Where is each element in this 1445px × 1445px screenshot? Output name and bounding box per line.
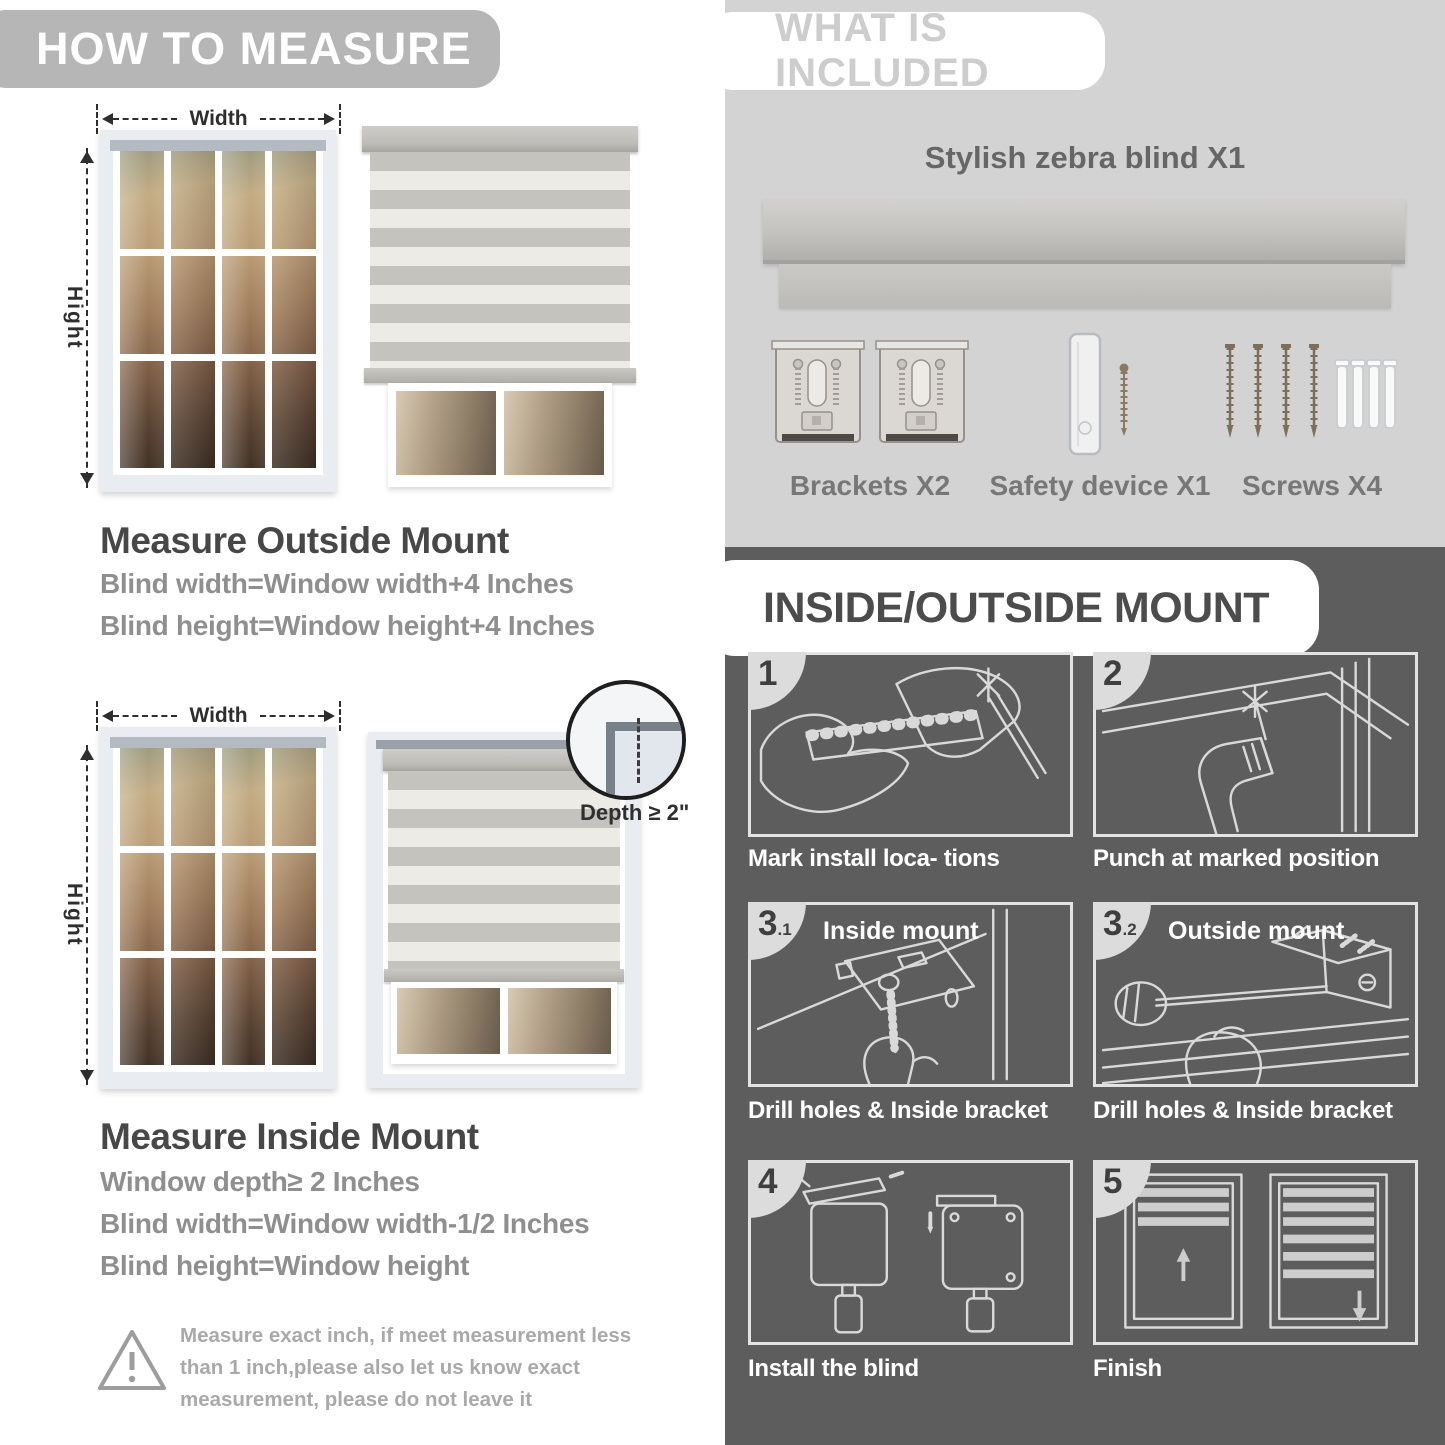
finish-illustration <box>1096 1163 1415 1342</box>
screws-icon <box>1218 338 1398 452</box>
width-arrow-dash <box>113 715 177 717</box>
window-mullion <box>265 747 272 1065</box>
blind-bottom-rail <box>364 368 636 383</box>
what-is-included-title: WHAT IS INCLUDED <box>775 6 990 95</box>
width-arrow-left-head <box>96 710 113 722</box>
measurement-warning-text: Measure exact inch, if meet measurement less than 1 inch,please also let us know exact measurement, please do not leave it <box>180 1324 632 1411</box>
width-arrow-dash <box>260 715 324 717</box>
step-number: 3 <box>1103 904 1123 943</box>
how-to-measure-title: HOW TO MEASURE <box>36 23 472 74</box>
blind-bottom-rail <box>384 969 624 982</box>
blind-headrail-product <box>763 200 1405 264</box>
what-is-included-banner <box>705 6 1105 95</box>
blind-headrail <box>362 126 638 152</box>
window-mullion <box>164 150 171 468</box>
inside-outside-mount-banner <box>705 560 1319 656</box>
zebra-blind-outside-mount <box>362 126 638 487</box>
inside-mount-line2: Blind width=Window width-1/2 Inches <box>100 1208 590 1239</box>
window-sashes <box>113 740 323 1072</box>
width-label: Width <box>189 107 248 130</box>
depth-magnifier-circle <box>566 680 686 800</box>
safety-device-label: Safety device X1 <box>989 470 1211 501</box>
step-number: 3 <box>758 904 778 943</box>
width-arrow-left-head <box>96 113 113 125</box>
step-number: 2 <box>1103 654 1123 693</box>
step-panel-1 <box>748 652 1073 837</box>
magnifier-frame-corner <box>606 722 686 800</box>
step-caption-3-2: Drill holes & Inside bracket <box>1093 1097 1393 1124</box>
step-number: 4 <box>758 1162 778 1201</box>
window-glass <box>396 391 496 475</box>
step-caption-2: Punch at marked position <box>1093 845 1380 872</box>
blind-fabric-roll-product <box>779 264 1391 308</box>
depth-label: Depth ≥ 2" <box>580 800 690 825</box>
blind-fabric-stripes <box>370 152 630 368</box>
width-arrow-dash <box>260 118 324 120</box>
brackets-label: Brackets X2 <box>789 470 951 501</box>
inside-mount-line1: Window depth≥ 2 Inches <box>100 1166 420 1197</box>
window-below-blind <box>391 982 617 1064</box>
step-panel-4 <box>748 1160 1073 1345</box>
step-caption-5: Finish <box>1093 1355 1162 1382</box>
outside-mount-title: Measure Outside Mount <box>100 520 509 561</box>
inside-mount-line3: Blind height=Window height <box>100 1250 470 1281</box>
window-mullion <box>164 747 171 1065</box>
outside-mount-line1: Blind width=Window width+4 Inches <box>100 568 574 599</box>
window-sash-right <box>222 150 317 468</box>
width-arrow-endbar <box>339 104 341 134</box>
width-arrow-endbar <box>339 701 341 731</box>
step-number-sub: .2 <box>1122 920 1137 939</box>
step-title: Outside mount <box>1168 917 1345 945</box>
window-sashes <box>113 143 323 475</box>
brackets-icon <box>770 336 970 458</box>
screws-label: Screws X4 <box>1241 470 1383 501</box>
step-panel-2 <box>1093 652 1418 837</box>
window-inner-frame <box>383 749 625 1074</box>
window-sash-left <box>120 150 215 468</box>
step-number: 5 <box>1103 1162 1123 1201</box>
window-sash-right <box>222 747 317 1065</box>
how-to-measure-banner <box>0 10 500 88</box>
width-label: Width <box>189 704 248 727</box>
inside-mount-title: Measure Inside Mount <box>100 1116 479 1157</box>
step-number-sub: .1 <box>777 920 792 939</box>
inside-outside-mount-title: INSIDE/OUTSIDE MOUNT <box>763 583 1270 632</box>
outside-mount-line2: Blind height=Window height+4 Inches <box>100 610 595 641</box>
height-arrow-top-head <box>80 741 94 760</box>
window-sash-left <box>120 747 215 1065</box>
safety-device-icon <box>1048 330 1148 462</box>
window-glass <box>504 391 604 475</box>
window-top-frame <box>110 140 326 151</box>
window-top-frame <box>110 737 326 748</box>
height-arrow-top-head <box>80 144 94 163</box>
height-label: Hight <box>62 278 86 358</box>
step-number: 1 <box>758 654 778 693</box>
window-below-blind <box>388 383 612 487</box>
height-arrow <box>86 148 88 488</box>
step-title: Inside mount <box>823 917 979 945</box>
width-arrow-dash <box>113 118 177 120</box>
product-name: Stylish zebra blind X1 <box>924 140 1246 175</box>
window-inside-mount <box>100 727 336 1089</box>
magnifier-depth-dash <box>637 718 640 783</box>
step-panel-5 <box>1093 1160 1418 1345</box>
height-arrow <box>86 745 88 1085</box>
window-glass <box>508 988 611 1054</box>
mark-location-illustration <box>751 655 1070 834</box>
step-panel-3-1 <box>748 902 1073 1087</box>
install-blind-illustration <box>751 1163 1070 1342</box>
height-label: Hight <box>62 875 86 955</box>
window-outside-mount <box>100 130 336 492</box>
height-arrow-bottom-head <box>80 473 94 492</box>
window-glass <box>397 988 500 1054</box>
warning-triangle-icon <box>95 1326 169 1396</box>
step-caption-4: Install the blind <box>748 1355 919 1382</box>
step-caption-1: Mark install loca- tions <box>748 845 1000 872</box>
step-panel-3-2 <box>1093 902 1418 1087</box>
height-arrow-bottom-head <box>80 1070 94 1089</box>
window-mullion <box>265 150 272 468</box>
step-caption-3-1: Drill holes & Inside bracket <box>748 1097 1048 1124</box>
drill-illustration <box>1096 655 1415 834</box>
